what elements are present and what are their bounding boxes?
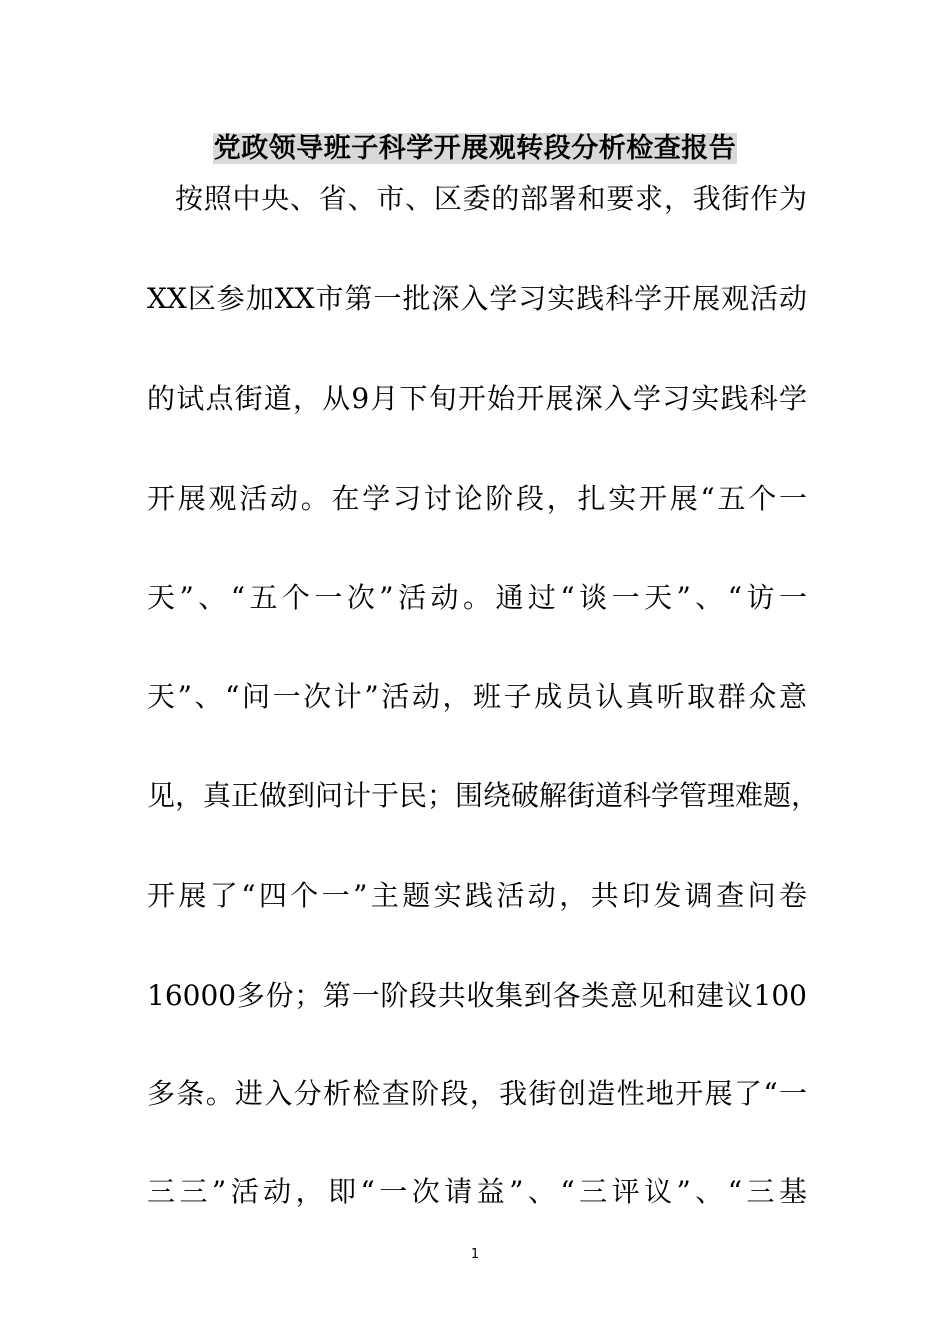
document-title xyxy=(0,129,950,169)
paragraph-line-7: 见，真正做到问计于民；围绕破解街道科学管理难题， xyxy=(147,779,820,812)
paragraph-line-11: 三三”活动，即“一次请益”、“三评议”、“三基 xyxy=(147,1175,807,1208)
paragraph-line-5: 天”、“五个一次”活动。通过“谈一天”、“访一 xyxy=(147,581,807,614)
paragraph-line-4: 开展观活动。在学习讨论阶段，扎实开展“五个一 xyxy=(147,482,807,515)
paragraph-line-2: XX区参加XX市第一批深入学习实践科学开展观活动 xyxy=(147,282,807,315)
paragraph-line-10: 多条。进入分析检查阶段，我街创造性地开展了“一 xyxy=(147,1077,807,1110)
paragraph-line-3: 的试点街道，从9月下旬开始开展深入学习实践科学 xyxy=(147,382,807,415)
paragraph-line-9: 16000多份；第一阶段共收集到各类意见和建议100 xyxy=(147,979,807,1012)
paragraph-line-1: 按照中央、省、市、区委的部署和要求，我街作为 xyxy=(175,182,807,215)
document-title-text: 党政领导班子科学开展观转段分析检查报告 xyxy=(213,133,737,164)
page-number: 1 xyxy=(470,1247,480,1262)
paragraph-line-8: 开展了“四个一”主题实践活动，共印发调查问卷 xyxy=(147,879,807,912)
paragraph-line-6: 天”、“问一次计”活动，班子成员认真听取群众意 xyxy=(147,680,807,713)
